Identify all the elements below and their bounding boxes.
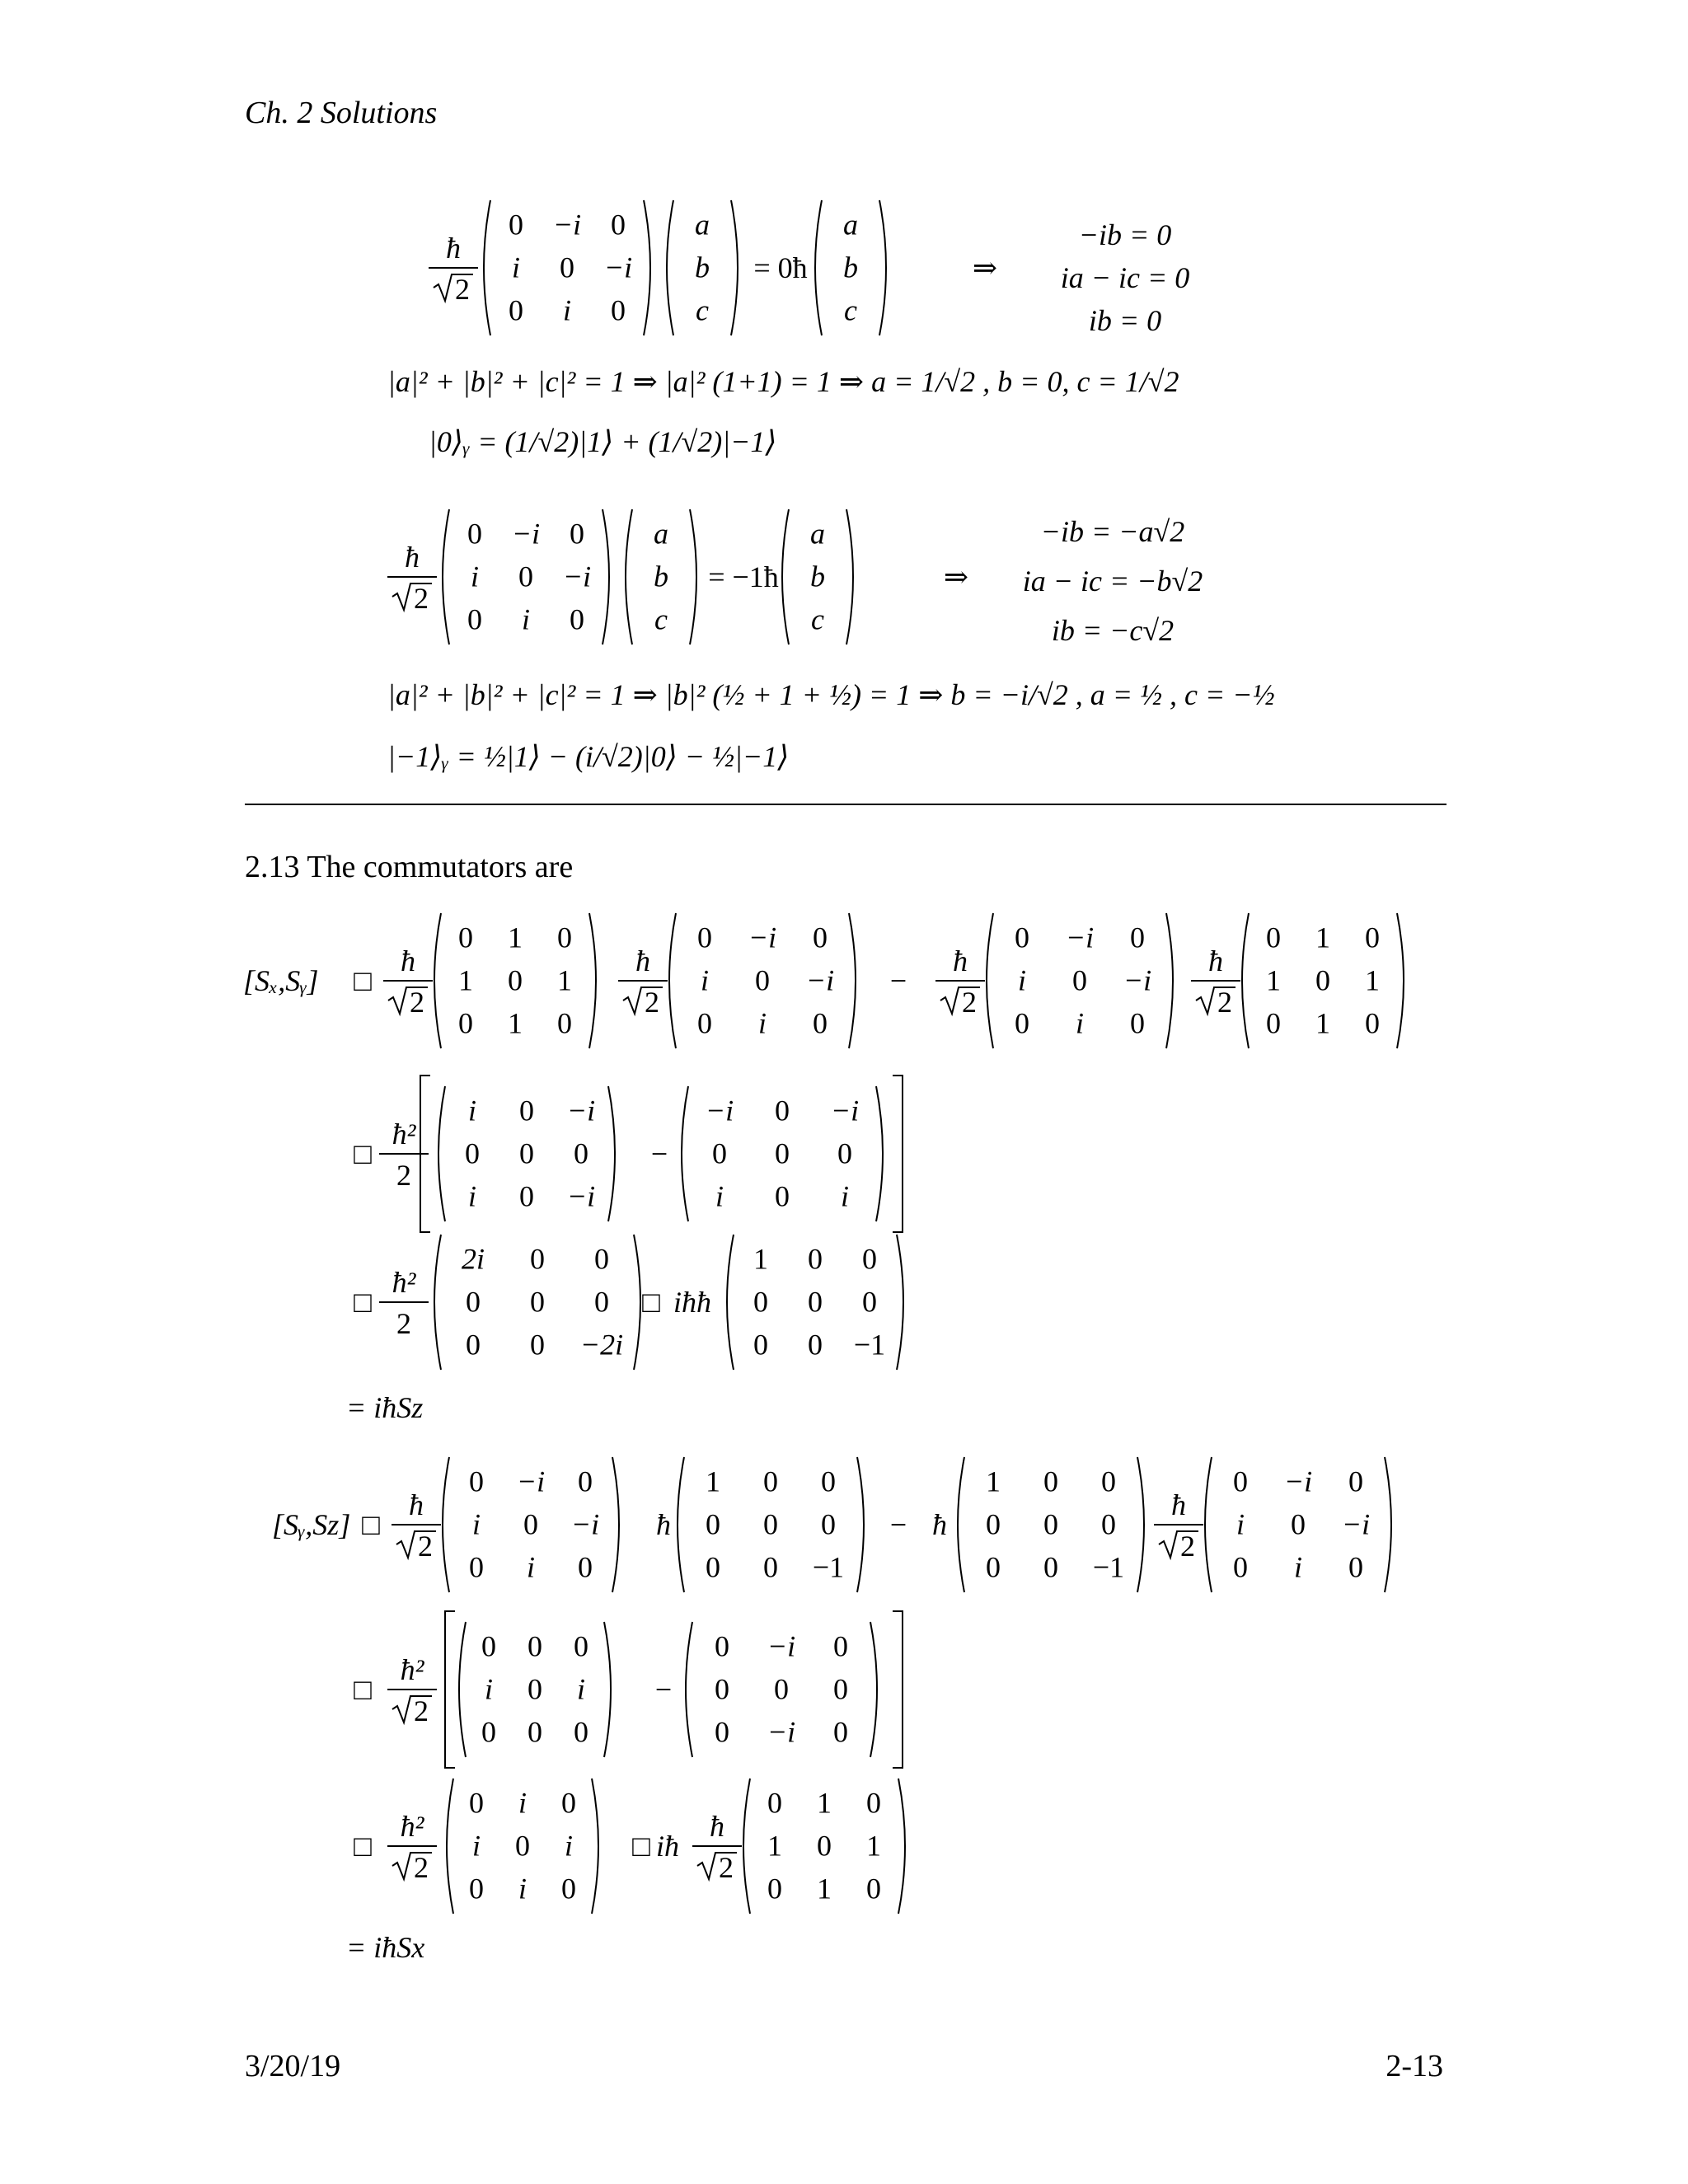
fraction-numerator: ħ xyxy=(1171,1488,1186,1521)
fraction-numerator: ħ² xyxy=(392,1266,416,1299)
matrix-cell: −i xyxy=(1341,1507,1371,1541)
matrix-cell: 0 xyxy=(1101,1465,1116,1498)
matrix-cell: 0 xyxy=(1348,1550,1363,1584)
matrix-cell: b xyxy=(695,251,710,284)
matrix-cell: i xyxy=(471,1507,481,1541)
commutator-result: = iħSx xyxy=(346,1931,425,1964)
missing-glyph: □ xyxy=(632,1830,650,1863)
sqrt-radicand: 2 xyxy=(410,986,424,1019)
matrix-cell: 0 xyxy=(1130,921,1145,954)
matrix-cell: 0 xyxy=(715,1672,729,1706)
left-paren xyxy=(782,509,789,644)
matrix-cell: −i xyxy=(1065,921,1095,954)
sqrt-radicand: 2 xyxy=(1217,986,1232,1019)
matrix-cell: 1 xyxy=(1266,963,1281,997)
matrix-cell: 0 xyxy=(530,1328,545,1361)
left-bracket xyxy=(445,1611,455,1768)
matrix-cell: 0 xyxy=(1266,1006,1281,1040)
matrix-cell: 0 xyxy=(469,1465,484,1498)
matrix-cell: 0 xyxy=(578,1465,593,1498)
matrix-cell: 0 xyxy=(833,1715,848,1749)
equation-line: |a|² + |b|² + |c|² = 1 ⇒ |b|² (½ + 1 + ½) = 1 ⇒ b = −i/√2 , a = ½ , c = −½ xyxy=(387,678,1275,711)
matrix-cell: c xyxy=(696,293,709,327)
matrix-cell: 0 xyxy=(611,293,626,327)
matrix-cell: i xyxy=(576,1672,586,1706)
matrix-cell: 0 xyxy=(821,1507,836,1541)
left-paren xyxy=(434,913,441,1048)
matrix-cell: 0 xyxy=(833,1672,848,1706)
matrix-cell: 0 xyxy=(1043,1465,1058,1498)
left-paren xyxy=(484,200,490,335)
missing-glyph: □ xyxy=(354,1830,372,1863)
matrix-cell: 0 xyxy=(1101,1507,1116,1541)
right-paren xyxy=(634,1235,640,1370)
matrix-cell: i xyxy=(1017,963,1027,997)
matrix-cell: 0 xyxy=(763,1550,778,1584)
right-paren xyxy=(1385,1457,1391,1592)
matrix-cell: 0 xyxy=(469,1872,484,1905)
matrix-cell: 1 xyxy=(817,1786,832,1820)
matrix-cell: 0 xyxy=(1043,1507,1058,1541)
right-paren xyxy=(879,200,886,335)
equation-line: |−1⟩ᵧ = ½|1⟩ − (i/√2)|0⟩ − ½|−1⟩ xyxy=(387,740,790,773)
matrix-cell: 1 xyxy=(706,1465,720,1498)
missing-glyph: □ xyxy=(354,1673,372,1706)
right-paren xyxy=(876,1086,883,1221)
right-paren xyxy=(870,1622,877,1757)
right-paren xyxy=(857,1457,864,1592)
matrix-cell: 0 xyxy=(467,602,482,636)
matrix-cell: a xyxy=(810,517,825,551)
matrix-cell: 0 xyxy=(570,517,584,551)
matrix-cell: 0 xyxy=(458,1006,473,1040)
matrix-cell: −i xyxy=(511,517,541,551)
matrix-cell: 2i xyxy=(461,1242,485,1276)
sqrt-radicand: 2 xyxy=(414,1694,429,1727)
factor: iħħ xyxy=(673,1286,712,1319)
matrix-cell: 0 xyxy=(1233,1550,1248,1584)
matrix-cell: 0 xyxy=(813,1006,828,1040)
equation-line: |0⟩ᵧ = (1/√2)|1⟩ + (1/√2)|−1⟩ xyxy=(429,425,777,458)
missing-glyph: □ xyxy=(642,1286,660,1319)
matrix-cell: 1 xyxy=(1365,963,1380,997)
matrix-cell: −i xyxy=(570,1507,600,1541)
matrix-cell: 1 xyxy=(1315,1006,1330,1040)
fraction-numerator: ħ xyxy=(401,944,415,977)
fraction-numerator: ħ² xyxy=(392,1118,416,1151)
matrix-cell: 0 xyxy=(1365,1006,1380,1040)
component-equation: ib = −c√2 xyxy=(1051,614,1175,647)
matrix-cell: 0 xyxy=(574,1629,588,1663)
matrix-cell: i xyxy=(467,1179,477,1213)
factor: iħ xyxy=(655,1830,680,1863)
matrix-cell: 0 xyxy=(808,1242,823,1276)
right-paren xyxy=(731,200,738,335)
right-paren xyxy=(897,1235,903,1370)
matrix-cell: 0 xyxy=(519,1179,534,1213)
fraction-denominator: 2 xyxy=(396,1307,411,1340)
matrix-cell: 0 xyxy=(706,1507,720,1541)
page-header: Ch. 2 Solutions xyxy=(245,96,438,130)
matrix-cell: 0 xyxy=(481,1629,496,1663)
matrix-cell: 0 xyxy=(821,1465,836,1498)
matrix-cell: −i xyxy=(516,1465,546,1498)
matrix-cell: 0 xyxy=(833,1629,848,1663)
matrix-cell: 0 xyxy=(862,1285,877,1319)
left-paren xyxy=(678,1457,684,1592)
fraction-numerator: ħ² xyxy=(400,1653,424,1686)
left-paren xyxy=(815,200,822,335)
matrix-cell: 0 xyxy=(528,1672,542,1706)
hbar-factor: ħ xyxy=(932,1508,947,1541)
matrix-cell: i xyxy=(511,251,521,284)
component-equation: −ib = 0 xyxy=(1078,218,1172,251)
matrix-cell: 1 xyxy=(508,1006,523,1040)
right-paren xyxy=(592,1779,598,1914)
sqrt-radicand: 2 xyxy=(414,582,429,615)
matrix-cell: 0 xyxy=(594,1285,609,1319)
matrix-cell: 1 xyxy=(557,963,572,997)
missing-glyph: □ xyxy=(354,964,372,997)
matrix-cell: 1 xyxy=(458,963,473,997)
matrix-cell: −1 xyxy=(812,1550,845,1584)
matrix-cell: 0 xyxy=(594,1242,609,1276)
matrix-cell: −i xyxy=(566,1179,596,1213)
matrix-cell: 0 xyxy=(1130,1006,1145,1040)
eigenvalue: = −1ħ xyxy=(708,560,779,593)
matrix-cell: a xyxy=(695,208,710,241)
matrix-cell: 0 xyxy=(611,208,626,241)
component-equation: −ib = −a√2 xyxy=(1040,515,1185,548)
matrix-cell: i xyxy=(518,1786,528,1820)
matrix-cell: 0 xyxy=(862,1242,877,1276)
matrix-cell: 0 xyxy=(1072,963,1087,997)
matrix-cell: 0 xyxy=(715,1629,729,1663)
matrix-cell: 0 xyxy=(775,1179,790,1213)
left-paren xyxy=(987,913,993,1048)
matrix-cell: c xyxy=(654,602,668,636)
matrix-cell: −2i xyxy=(579,1328,624,1361)
matrix-cell: 0 xyxy=(509,208,523,241)
left-paren xyxy=(1242,913,1249,1048)
matrix-cell: b xyxy=(654,560,668,593)
eigenvalue: = 0ħ xyxy=(753,251,808,284)
matrix-cell: 0 xyxy=(763,1507,778,1541)
right-paren xyxy=(1137,1457,1144,1592)
matrix-cell: −i xyxy=(767,1715,796,1749)
matrix-cell: i xyxy=(562,293,572,327)
matrix-cell: i xyxy=(470,560,480,593)
left-paren xyxy=(434,1235,441,1370)
matrix-cell: b xyxy=(810,560,825,593)
matrix-cell: 0 xyxy=(813,921,828,954)
matrix-cell: i xyxy=(840,1179,850,1213)
fraction-numerator: ħ xyxy=(405,541,420,574)
matrix-cell: 0 xyxy=(515,1829,530,1863)
matrix-cell: −1 xyxy=(1092,1550,1125,1584)
sqrt-radicand: 2 xyxy=(645,986,659,1019)
section-title: 2.13 The commutators are xyxy=(245,850,574,884)
matrix-cell: 0 xyxy=(1015,1006,1029,1040)
matrix-cell: 0 xyxy=(465,1137,480,1170)
matrix-cell: 0 xyxy=(774,1672,789,1706)
matrix-cell: −i xyxy=(562,560,592,593)
matrix-cell: 0 xyxy=(530,1242,545,1276)
matrix-cell: 0 xyxy=(1015,921,1029,954)
matrix-cell: i xyxy=(1236,1507,1245,1541)
matrix-cell: 1 xyxy=(767,1829,782,1863)
right-paren xyxy=(898,1779,905,1914)
matrix-cell: i xyxy=(471,1829,481,1863)
right-bracket xyxy=(893,1076,903,1232)
right-bracket xyxy=(893,1611,903,1768)
matrix-cell: 0 xyxy=(574,1715,588,1749)
hbar-factor: ħ xyxy=(656,1508,671,1541)
matrix-cell: 1 xyxy=(866,1829,881,1863)
matrix-cell: i xyxy=(518,1872,528,1905)
matrix-cell: i xyxy=(1075,1006,1085,1040)
matrix-cell: 0 xyxy=(866,1786,881,1820)
equation-line: |a|² + |b|² + |c|² = 1 ⇒ |a|² (1+1) = 1 ⇒ a = 1/√2 , b = 0, c = 1/√2 xyxy=(387,365,1179,398)
left-paren xyxy=(626,509,632,644)
matrix-cell: i xyxy=(526,1550,536,1584)
sqrt-radicand: 2 xyxy=(962,986,977,1019)
footer-page-number: 2-13 xyxy=(1386,2049,1443,2083)
right-paren xyxy=(604,1622,611,1757)
right-paren xyxy=(589,913,596,1048)
matrix-cell: i xyxy=(484,1672,494,1706)
left-paren xyxy=(1205,1457,1212,1592)
matrix-cell: 0 xyxy=(528,1715,542,1749)
matrix-cell: 0 xyxy=(1233,1465,1248,1498)
matrix-cell: 0 xyxy=(530,1285,545,1319)
matrix-cell: −i xyxy=(705,1094,734,1127)
left-paren xyxy=(438,1086,445,1221)
missing-glyph: □ xyxy=(354,1286,372,1319)
right-paren xyxy=(849,913,856,1048)
matrix-cell: 0 xyxy=(808,1328,823,1361)
matrix-cell: 0 xyxy=(775,1094,790,1127)
matrix-cell: 0 xyxy=(519,1094,534,1127)
matrix-cell: 0 xyxy=(817,1829,832,1863)
matrix-cell: 0 xyxy=(1291,1507,1306,1541)
left-paren xyxy=(669,913,676,1048)
matrix-cell: −i xyxy=(805,963,835,997)
matrix-cell: −i xyxy=(552,208,582,241)
left-paren xyxy=(743,1779,750,1914)
matrix-cell: i xyxy=(757,1006,767,1040)
matrix-cell: −i xyxy=(603,251,633,284)
sqrt-radicand: 2 xyxy=(719,1851,734,1884)
right-paren xyxy=(846,509,853,644)
matrix-cell: i xyxy=(715,1179,724,1213)
matrix-cell: 0 xyxy=(466,1328,481,1361)
component-equation: ia − ic = 0 xyxy=(1060,261,1190,294)
minus-sign: − xyxy=(650,1137,668,1170)
matrix-cell: 0 xyxy=(706,1550,720,1584)
matrix-cell: 1 xyxy=(986,1465,1001,1498)
matrix-cell: −i xyxy=(1123,963,1152,997)
matrix-cell: 1 xyxy=(508,921,523,954)
matrix-cell: 0 xyxy=(469,1786,484,1820)
fraction-numerator: ħ xyxy=(1208,944,1223,977)
matrix-cell: 0 xyxy=(570,602,584,636)
matrix-cell: 0 xyxy=(467,517,482,551)
matrix-cell: i xyxy=(467,1094,477,1127)
sqrt-radicand: 2 xyxy=(418,1530,433,1563)
component-equation: ia − ic = −b√2 xyxy=(1022,565,1203,598)
matrix-cell: 0 xyxy=(578,1550,593,1584)
matrix-cell: 0 xyxy=(755,963,770,997)
matrix-cell: 0 xyxy=(763,1465,778,1498)
matrix-cell: 0 xyxy=(697,921,712,954)
fraction-denominator: 2 xyxy=(396,1159,411,1192)
matrix-cell: 0 xyxy=(986,1507,1001,1541)
matrix-cell: 0 xyxy=(509,293,523,327)
matrix-cell: i xyxy=(700,963,710,997)
matrix-cell: i xyxy=(1293,1550,1303,1584)
matrix-cell: 0 xyxy=(753,1285,768,1319)
sqrt-radicand: 2 xyxy=(1180,1530,1195,1563)
matrix-cell: 0 xyxy=(458,921,473,954)
matrix-cell: 0 xyxy=(561,1872,576,1905)
left-paren xyxy=(958,1457,964,1592)
left-paren xyxy=(727,1235,734,1370)
matrix-cell: 0 xyxy=(466,1285,481,1319)
matrix-cell: −i xyxy=(748,921,777,954)
matrix-cell: 0 xyxy=(560,251,574,284)
matrix-cell: 0 xyxy=(1266,921,1281,954)
fraction-numerator: ħ² xyxy=(400,1810,424,1843)
fraction-numerator: ħ xyxy=(446,232,461,265)
matrix-cell: −1 xyxy=(853,1328,886,1361)
matrix-cell: 0 xyxy=(986,1550,1001,1584)
left-paren xyxy=(682,1086,688,1221)
implies-arrow: ⇒ xyxy=(972,251,998,284)
matrix-cell: 0 xyxy=(715,1715,729,1749)
matrix-cell: 0 xyxy=(574,1137,588,1170)
matrix-cell: 0 xyxy=(481,1715,496,1749)
minus-sign: − xyxy=(654,1673,673,1706)
matrix-cell: a xyxy=(843,208,858,241)
left-paren xyxy=(443,1457,449,1592)
matrix-cell: 0 xyxy=(837,1137,852,1170)
sqrt-radicand: 2 xyxy=(455,273,470,306)
matrix-cell: 0 xyxy=(1315,963,1330,997)
matrix-cell: 0 xyxy=(808,1285,823,1319)
left-paren xyxy=(667,200,673,335)
missing-glyph: □ xyxy=(354,1137,372,1170)
section-divider xyxy=(245,804,1447,805)
commutator-result: = iħSz xyxy=(346,1391,424,1424)
matrix-cell: 1 xyxy=(817,1872,832,1905)
fraction-numerator: ħ xyxy=(409,1488,424,1521)
matrix-cell: −i xyxy=(566,1094,596,1127)
matrix-cell: 0 xyxy=(767,1786,782,1820)
left-paren xyxy=(459,1622,466,1757)
right-paren xyxy=(612,1457,619,1592)
matrix-cell: 0 xyxy=(519,1137,534,1170)
matrix-cell: 0 xyxy=(518,560,533,593)
matrix-cell: 0 xyxy=(753,1328,768,1361)
matrix-cell: 0 xyxy=(697,1006,712,1040)
matrix-cell: b xyxy=(843,251,858,284)
right-paren xyxy=(603,509,609,644)
matrix-cell: 0 xyxy=(557,921,572,954)
matrix-cell: 0 xyxy=(866,1872,881,1905)
left-paren xyxy=(447,1779,453,1914)
missing-glyph: □ xyxy=(362,1508,380,1541)
matrix-cell: i xyxy=(564,1829,574,1863)
matrix-cell: a xyxy=(654,517,668,551)
matrix-cell: 1 xyxy=(753,1242,768,1276)
minus-sign: − xyxy=(889,964,907,997)
right-paren xyxy=(1166,913,1173,1048)
matrix-cell: 0 xyxy=(508,963,523,997)
minus-sign: − xyxy=(889,1508,907,1541)
left-paren xyxy=(686,1622,692,1757)
matrix-cell: 0 xyxy=(523,1507,538,1541)
fraction-numerator: ħ xyxy=(635,944,650,977)
matrix-cell: c xyxy=(844,293,857,327)
matrix-cell: −i xyxy=(767,1629,796,1663)
matrix-cell: 0 xyxy=(469,1550,484,1584)
right-paren xyxy=(608,1086,615,1221)
matrix-cell: 0 xyxy=(775,1137,790,1170)
matrix-cell: −i xyxy=(830,1094,860,1127)
sqrt-radicand: 2 xyxy=(414,1851,429,1884)
commutator-lhs: [Sᵧ,Sz] xyxy=(272,1508,351,1541)
footer-date: 3/20/19 xyxy=(245,2049,341,2083)
matrix-cell: 1 xyxy=(1315,921,1330,954)
matrix-cell: 0 xyxy=(528,1629,542,1663)
component-equation: ib = 0 xyxy=(1088,304,1162,337)
implies-arrow: ⇒ xyxy=(943,560,969,593)
fraction-numerator: ħ xyxy=(953,944,968,977)
matrix-cell: 0 xyxy=(561,1786,576,1820)
matrix-cell: 0 xyxy=(1348,1465,1363,1498)
matrix-cell: 0 xyxy=(1043,1550,1058,1584)
fraction-numerator: ħ xyxy=(710,1810,724,1843)
right-paren xyxy=(690,509,696,644)
matrix-cell: i xyxy=(521,602,531,636)
left-paren xyxy=(443,509,449,644)
matrix-cell: 0 xyxy=(557,1006,572,1040)
right-paren xyxy=(1397,913,1404,1048)
matrix-cell: 0 xyxy=(1365,921,1380,954)
matrix-cell: 0 xyxy=(767,1872,782,1905)
matrix-cell: c xyxy=(811,602,824,636)
matrix-cell: −i xyxy=(1283,1465,1313,1498)
matrix-cell: 0 xyxy=(712,1137,727,1170)
commutator-lhs: [Sₓ,Sᵧ] xyxy=(243,964,319,997)
right-paren xyxy=(644,200,650,335)
